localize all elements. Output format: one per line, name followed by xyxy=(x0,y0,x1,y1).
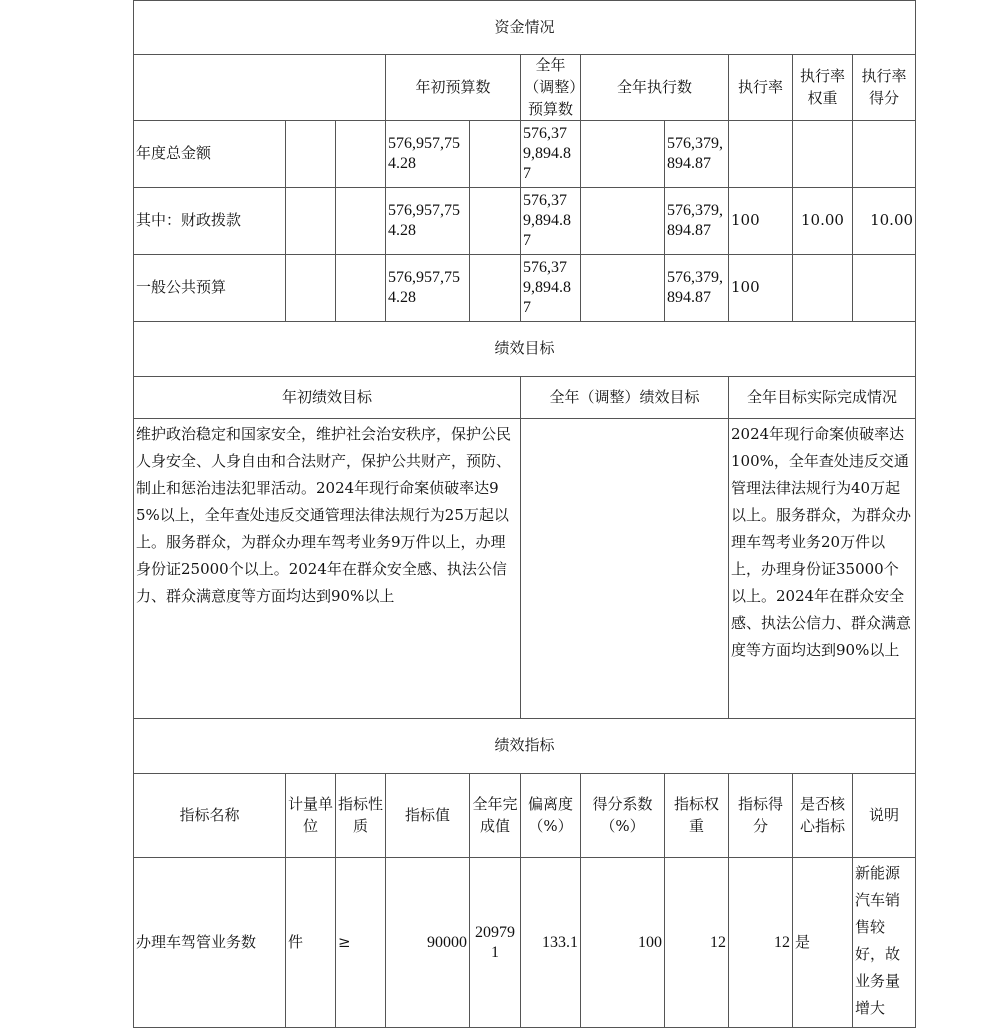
ind-row-completed: 209791 xyxy=(470,858,521,1028)
indicators-section-title: 绩效指标 xyxy=(134,719,916,774)
blank-cell xyxy=(470,255,521,322)
goals-initial-text: 维护政治稳定和国家安全，维护社会治安秩序，保护公民人身安全、人身自由和合法财产，保护公共财产，预防、制止和惩治违法犯罪活动。2024年现行命案侦破率达95%以上，全年查处违反交通管理法律法规行为25万起以上。服务群众，为群众办理车驾考业务9万件以上，办理身份证25000个以上。2024年在群众安全感、执法公信力、群众满意度等方面均达到90%以上 xyxy=(134,419,521,719)
blank-cell xyxy=(336,121,386,188)
funds-row-executed: 576,379,894.87 xyxy=(665,121,729,188)
funds-row-label: 年度总金额 xyxy=(134,121,286,188)
funds-row-executed: 576,379,894.87 xyxy=(665,188,729,255)
blank-cell xyxy=(470,188,521,255)
funds-row-adjusted: 576,379,894.87 xyxy=(521,121,581,188)
funds-row-label: 其中：财政拨款 xyxy=(134,188,286,255)
blank-cell xyxy=(286,188,336,255)
funds-row-adjusted: 576,379,894.87 xyxy=(521,188,581,255)
ind-row-core: 是 xyxy=(793,858,853,1028)
funds-header-adjusted-budget: 全年（调整）预算数 xyxy=(521,55,581,121)
goals-adjusted-header: 全年（调整）绩效目标 xyxy=(521,377,729,419)
ind-header-deviation: 偏离度（%） xyxy=(521,774,581,858)
blank-cell xyxy=(286,121,336,188)
funds-row-weight: 10.00 xyxy=(793,188,853,255)
ind-header-nature: 指标性质 xyxy=(336,774,386,858)
funds-header-initial-budget: 年初预算数 xyxy=(386,55,521,121)
ind-row-unit: 件 xyxy=(286,858,336,1028)
funds-row-score xyxy=(853,255,916,322)
goals-initial-header: 年初绩效目标 xyxy=(134,377,521,419)
funds-row-rate: 100 xyxy=(729,255,793,322)
ind-row-weight: 12 xyxy=(665,858,729,1028)
blank-cell xyxy=(336,188,386,255)
ind-header-value: 指标值 xyxy=(386,774,470,858)
ind-row-coef: 100 xyxy=(581,858,665,1028)
funds-row xyxy=(134,188,916,255)
funds-header-rate: 执行率 xyxy=(729,55,793,121)
funds-row-score: 10.00 xyxy=(853,188,916,255)
blank-cell xyxy=(470,121,521,188)
funds-row-initial: 576,957,754.28 xyxy=(386,255,470,322)
funds-header-executed: 全年执行数 xyxy=(581,55,729,121)
blank-cell xyxy=(581,255,665,322)
ind-header-coef: 得分系数（%） xyxy=(581,774,665,858)
funds-row-score xyxy=(853,121,916,188)
funds-row-initial: 576,957,754.28 xyxy=(386,121,470,188)
funds-header-rate-score: 执行率得分 xyxy=(853,55,916,121)
funds-header-blank xyxy=(134,55,386,121)
goals-actual-text: 2024年现行命案侦破率达100%，全年查处违反交通管理法律法规行为40万起以上。服务群众，为群众办理车驾考业务20万件以上，办理身份证35000个以上。2024年在群众安全感、执法公信力、群众满意度等方面均达到90%以上 xyxy=(729,419,916,719)
funds-row-adjusted: 576,379,894.87 xyxy=(521,255,581,322)
blank-cell xyxy=(336,255,386,322)
ind-row-value: 90000 xyxy=(386,858,470,1028)
funds-row-weight xyxy=(793,255,853,322)
goals-section-title: 绩效目标 xyxy=(134,322,916,377)
ind-row-deviation: 133.1 xyxy=(521,858,581,1028)
funds-row-executed: 576,379,894.87 xyxy=(665,255,729,322)
ind-header-completed: 全年完成值 xyxy=(470,774,521,858)
funds-row-label: 一般公共预算 xyxy=(134,255,286,322)
ind-row-nature: ≥ xyxy=(336,858,386,1028)
blank-cell xyxy=(286,255,336,322)
funds-row-weight xyxy=(793,121,853,188)
ind-row-score: 12 xyxy=(729,858,793,1028)
ind-header-core: 是否核心指标 xyxy=(793,774,853,858)
performance-report-table xyxy=(133,0,916,1028)
blank-cell xyxy=(581,188,665,255)
ind-header-weight: 指标权重 xyxy=(665,774,729,858)
funds-header-rate-weight: 执行率权重 xyxy=(793,55,853,121)
goals-adjusted-text xyxy=(521,419,729,719)
ind-header-name: 指标名称 xyxy=(134,774,286,858)
goals-actual-header: 全年目标实际完成情况 xyxy=(729,377,916,419)
ind-header-unit: 计量单位 xyxy=(286,774,336,858)
funds-row xyxy=(134,121,916,188)
ind-row-note: 新能源汽车销售较好，故业务量增大 xyxy=(853,858,916,1028)
funds-row-initial: 576,957,754.28 xyxy=(386,188,470,255)
funds-row-rate xyxy=(729,121,793,188)
ind-header-note: 说明 xyxy=(853,774,916,858)
funds-row-rate: 100 xyxy=(729,188,793,255)
indicator-row xyxy=(134,858,916,1028)
ind-row-name: 办理车驾管业务数 xyxy=(134,858,286,1028)
funds-section-title: 资金情况 xyxy=(134,1,916,55)
ind-header-score: 指标得分 xyxy=(729,774,793,858)
blank-cell xyxy=(581,121,665,188)
funds-row xyxy=(134,255,916,322)
